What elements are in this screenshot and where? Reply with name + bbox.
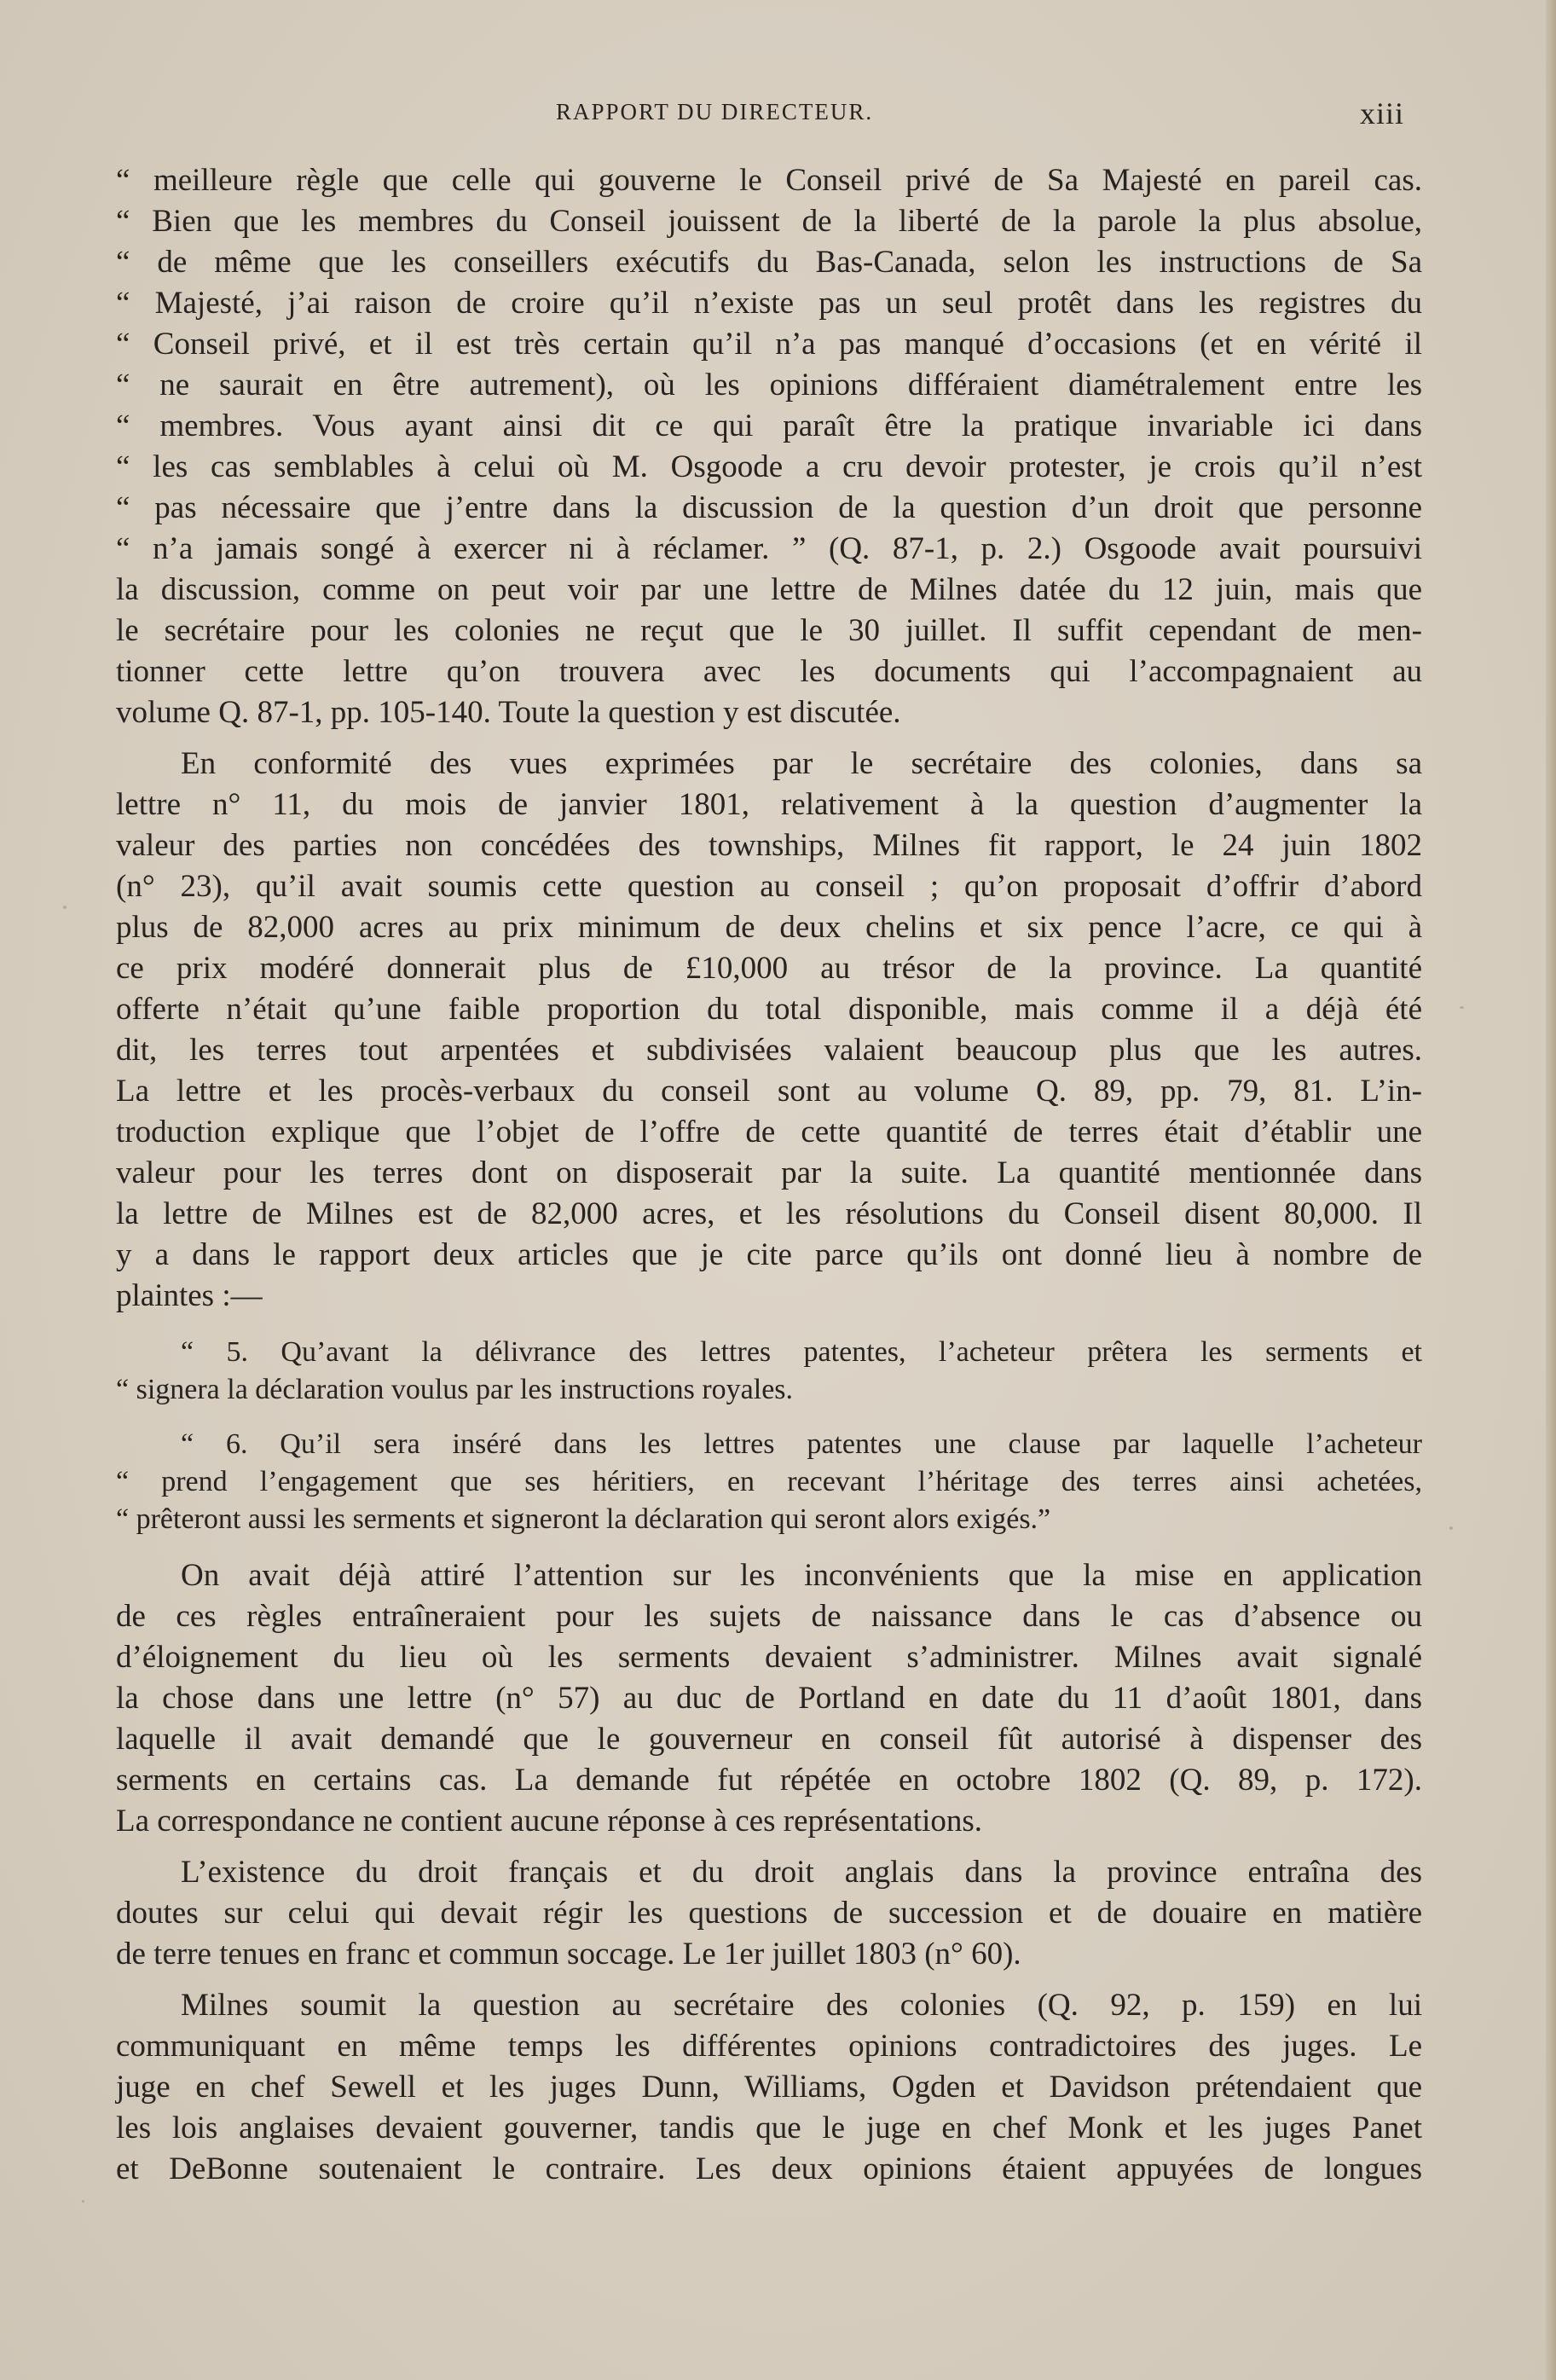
text-line: la discussion, comme on peut voir par une lettre de Milnes datée du 12 juin, mais que	[116, 572, 1422, 607]
text-line: la lettre de Milnes est de 82,000 acres, et les résolutions du Conseil disent 80,000. Il	[116, 1196, 1422, 1231]
paper-speck	[82, 2200, 84, 2203]
running-title: RAPPORT DU DIRECTEUR.	[556, 99, 874, 125]
text-line: La lettre et les procès-verbaux du conseil sont au volume Q. 89, pp. 79, 81. L’in-	[116, 1074, 1422, 1109]
paper-speck	[63, 906, 67, 909]
text-line: valeur pour les terres dont on disposerait par la suite. La quantité mentionnée dans	[116, 1155, 1422, 1190]
text-line: volume Q. 87-1, pp. 105-140. Toute la question y est discutée.	[116, 695, 901, 730]
text-line: serments en certains cas. La demande fut répétée en octobre 1802 (Q. 89, p. 172).	[116, 1763, 1422, 1798]
text-line: En conformité des vues exprimées par le secrétaire des colonies, dans sa	[181, 746, 1422, 781]
text-line: Milnes soumit la question au secrétaire des colonies (Q. 92, p. 159) en lui	[181, 1988, 1422, 2023]
text-line: de ces règles entraîneraient pour les sujets de naissance dans le cas d’absence ou	[116, 1599, 1422, 1634]
text-line: “ ne saurait en être autrement), où les opinions différaient diamétralement entre les	[116, 368, 1422, 402]
text-line: d’éloignement du lieu où les serments devaient s’administrer. Milnes avait signalé	[116, 1640, 1422, 1675]
text-line: dit, les terres tout arpentées et subdivisées valaient beaucoup plus que les autres.	[116, 1033, 1422, 1068]
page-edge	[1546, 0, 1556, 2380]
text-line: plaintes :—	[116, 1278, 263, 1313]
text-line: tionner cette lettre qu’on trouvera avec les documents qui l’accompagnaient au	[116, 654, 1422, 689]
text-line: “ membres. Vous ayant ainsi dit ce qui paraît être la pratique invariable ici dans	[116, 408, 1422, 443]
text-line: offerte n’était qu’une faible proportion du total disponible, mais comme il a déjà été	[116, 992, 1422, 1027]
text-line: communiquant en même temps les différentes opinions contradictoires des juges. Le	[116, 2029, 1422, 2064]
quote-line: “ 5. Qu’avant la délivrance des lettres patentes, l’acheteur prêtera les serments et	[181, 1336, 1422, 1368]
text-line: y a dans le rapport deux articles que je cite parce qu’ils ont donné lieu à nombre de	[116, 1237, 1422, 1272]
paragraph	[116, 1852, 1422, 1975]
text-line: “ meilleure règle que celle qui gouverne le Conseil privé de Sa Majesté en pareil cas.	[116, 163, 1422, 198]
text-line: “ Majesté, j’ai raison de croire qu’il n’existe pas un seul protêt dans les registres du	[116, 286, 1422, 321]
text-line: “ Bien que les membres du Conseil jouissent de la liberté de la parole la plus absolue,	[116, 204, 1422, 239]
text-line: laquelle il avait demandé que le gouverneur en conseil fût autorisé à dispenser des	[116, 1722, 1422, 1757]
paragraph	[116, 744, 1422, 1317]
paper-speck	[1460, 1006, 1464, 1009]
page-body	[116, 160, 1422, 2190]
quote-line: “ prend l’engagement que ses héritiers, en recevant l’héritage des terres ainsi achetées,	[116, 1466, 1422, 1497]
text-line: On avait déjà attiré l’attention sur les inconvénients que la mise en application	[181, 1558, 1422, 1593]
text-line: L’existence du droit français et du droit anglais dans la province entraîna des	[181, 1855, 1422, 1890]
text-line: “ n’a jamais songé à exercer ni à réclamer. ” (Q. 87-1, p. 2.) Osgoode avait poursuivi	[116, 531, 1422, 566]
text-line: troduction explique que l’objet de l’offre de cette quantité de terres était d’établir une	[116, 1115, 1422, 1149]
text-line: “ les cas semblables à celui où M. Osgoode a cru devoir protester, je crois qu’il n’est	[116, 449, 1422, 484]
text-line: juge en chef Sewell et les juges Dunn, Williams, Ogden et Davidson prétendaient que	[116, 2070, 1422, 2105]
page-number: xiii	[1360, 96, 1405, 130]
paragraph	[116, 160, 1422, 733]
quote-line: “ 6. Qu’il sera inséré dans les lettres patentes une clause par laquelle l’acheteur	[181, 1428, 1422, 1460]
text-line: de terre tenues en franc et commun soccage. Le 1er juillet 1803 (n° 60).	[116, 1937, 1021, 1972]
text-line: “ pas nécessaire que j’entre dans la discussion de la question d’un droit que personne	[116, 490, 1422, 525]
text-line: et DeBonne soutenaient le contraire. Les deux opinions étaient appuyées de longues	[116, 2151, 1422, 2186]
text-line: ce prix modéré donnerait plus de £10,000 au trésor de la province. La quantité	[116, 951, 1422, 986]
quote-line: “ signera la déclaration voulus par les instructions royales.	[116, 1374, 794, 1405]
text-line: “ Conseil privé, et il est très certain qu’il n’a pas manqué d’occasions (et en vérité il	[116, 327, 1422, 362]
block-quote	[116, 1426, 1422, 1538]
text-line: lettre n° 11, du mois de janvier 1801, relativement à la question d’augmenter la	[116, 787, 1422, 822]
text-line: valeur des parties non concédées des townships, Milnes fit rapport, le 24 juin 1802	[116, 828, 1422, 863]
running-head	[0, 96, 1556, 130]
text-line: les lois anglaises devaient gouverner, tandis que le juge en chef Monk et les juges Panet	[116, 2111, 1422, 2145]
text-line: doutes sur celui qui devait régir les questions de succession et de douaire en matière	[116, 1896, 1422, 1931]
paragraph	[116, 1555, 1422, 1842]
text-line: le secrétaire pour les colonies ne reçut que le 30 juillet. Il suffit cependant de men-	[116, 613, 1422, 648]
quote-line: “ prêteront aussi les serments et signeront la déclaration qui seront alors exigés.”	[116, 1503, 1051, 1535]
text-line: (n° 23), qu’il avait soumis cette question au conseil ; qu’on proposait d’offrir d’abord	[116, 869, 1422, 904]
paragraph	[116, 1985, 1422, 2190]
text-line: plus de 82,000 acres au prix minimum de deux chelins et six pence l’acre, ce qui à	[116, 910, 1422, 945]
block-quote	[116, 1334, 1422, 1409]
text-line: La correspondance ne contient aucune réponse à ces représentations.	[116, 1804, 983, 1839]
text-line: la chose dans une lettre (n° 57) au duc de Portland en date du 11 d’août 1801, dans	[116, 1681, 1422, 1716]
paper-speck	[1449, 1526, 1453, 1530]
text-line: “ de même que les conseillers exécutifs du Bas-Canada, selon les instructions de Sa	[116, 245, 1422, 280]
